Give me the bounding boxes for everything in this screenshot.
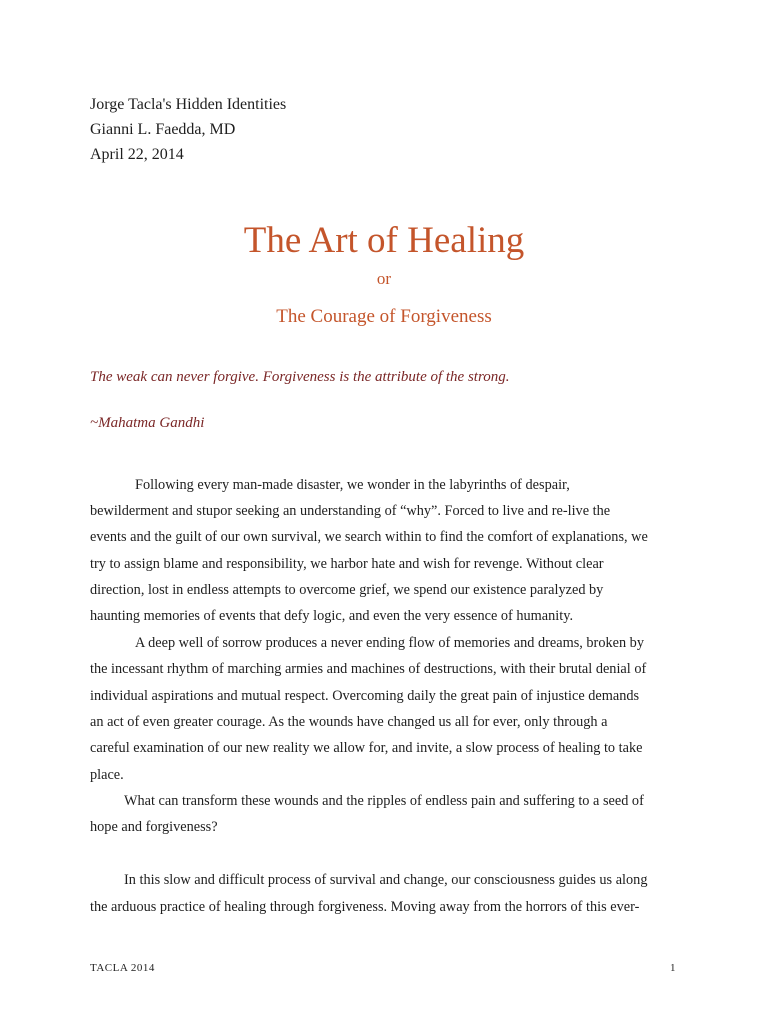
header-author: Gianni L. Faedda, MD xyxy=(90,121,236,138)
document-subtitle: The Courage of Forgiveness xyxy=(276,306,492,327)
body-line: events and the guilt of our own survival, we search within to find the comfort of explanations, we xyxy=(90,529,648,545)
body-line: hope and forgiveness? xyxy=(90,819,218,835)
body-line: the arduous practice of healing through forgiveness. Moving away from the horrors of this ever- xyxy=(90,899,640,915)
body-line: bewilderment and stupor seeking an understanding of “why”. Forced to live and re-live the xyxy=(90,503,611,519)
epigraph-attribution: ~Mahatma Gandhi xyxy=(90,415,205,431)
body-line: individual aspirations and mutual respect. Overcoming daily the great pain of injustice demands xyxy=(90,688,640,704)
body-line: haunting memories of events that defy logic, and even the very essence of humanity. xyxy=(90,608,574,624)
body-line: A deep well of sorrow produces a never ending flow of memories and dreams, broken by xyxy=(135,635,644,651)
epigraph-quote: The weak can never forgive. Forgiveness is the attribute of the strong. xyxy=(90,369,510,385)
title-conjunction: or xyxy=(376,269,392,288)
body-line: careful examination of our new reality we allow for, and invite, a slow process of healing to take xyxy=(90,740,643,756)
header-date: April 22, 2014 xyxy=(90,146,184,163)
body-line: place. xyxy=(90,767,124,783)
body-line: an act of even greater courage. As the wounds have changed us all for ever, only through a xyxy=(90,714,608,730)
body-line: What can transform these wounds and the ripples of endless pain and suffering to a seed of xyxy=(124,793,644,809)
body-line: Following every man-made disaster, we wonder in the labyrinths of despair, xyxy=(135,477,570,493)
document-header xyxy=(90,92,286,167)
footer-copyright: TACLA 2014 xyxy=(90,962,155,974)
body-line: direction, lost in endless attempts to overcome grief, we spend our existence paralyzed by xyxy=(90,582,604,598)
document-title: The Art of Healing xyxy=(243,220,525,261)
body-line: try to assign blame and responsibility, we harbor hate and wish for revenge. Without clear xyxy=(90,556,604,572)
header-exhibition-title: Jorge Tacla's Hidden Identities xyxy=(90,96,287,113)
body-line: In this slow and difficult process of survival and change, our consciousness guides us along xyxy=(124,872,648,888)
body-line: the incessant rhythm of marching armies and machines of destructions, with their brutal denial of xyxy=(90,661,647,677)
page-number: 1 xyxy=(670,962,676,974)
